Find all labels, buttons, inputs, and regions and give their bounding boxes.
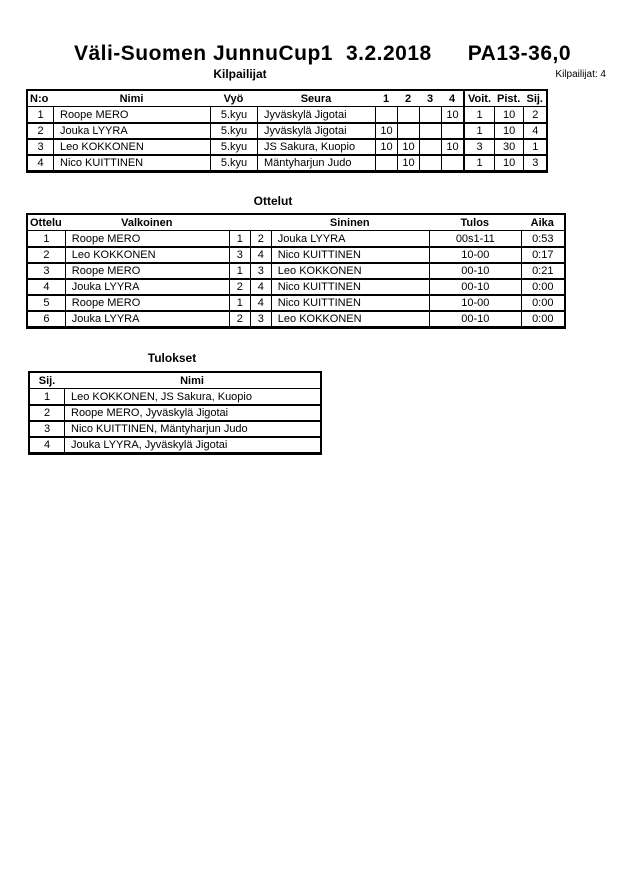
cell-tulos: 00-10	[429, 263, 521, 279]
col-header-sininen: Sininen	[271, 215, 429, 231]
match-row	[28, 231, 564, 247]
cell-blue-name: Leo KOKKONEN	[271, 311, 429, 327]
result-row	[30, 421, 320, 437]
col-header-no: N:o	[28, 91, 53, 107]
cell-result-1: 10	[375, 139, 397, 155]
cell-result-1	[375, 155, 397, 171]
cell-white-name: Jouka LYYRA	[65, 279, 229, 295]
competitors-count-label: Kilpailijat: 4	[555, 69, 606, 80]
cell-seura: Mäntyharjun Judo	[257, 155, 375, 171]
cell-white-no: 1	[229, 263, 250, 279]
cell-pist: 10	[494, 123, 523, 139]
cell-vyo: 5.kyu	[210, 139, 257, 155]
event-name: Väli-Suomen JunnuCup1	[73, 42, 333, 65]
cell-aika: 0:17	[521, 247, 564, 263]
cell-result-4: 10	[441, 139, 463, 155]
cell-no: 3	[28, 139, 53, 155]
cell-blue-no: 4	[250, 279, 271, 295]
cell-match-no: 4	[28, 279, 65, 295]
cell-sij: 2	[523, 107, 546, 123]
cell-match-no: 5	[28, 295, 65, 311]
cell-no: 2	[28, 123, 53, 139]
cell-white-name: Roope MERO	[65, 295, 229, 311]
cell-aika: 0:00	[521, 311, 564, 327]
cell-nimi: Leo KOKKONEN, JS Sakura, Kuopio	[64, 389, 320, 405]
cell-aika: 0:00	[521, 295, 564, 311]
cell-sij: 3	[30, 421, 64, 437]
cell-match-no: 1	[28, 231, 65, 247]
matches-section-title: Ottelut	[253, 194, 293, 208]
col-header-white-no	[229, 215, 250, 231]
cell-result-3	[419, 155, 441, 171]
cell-tulos: 00-10	[429, 279, 521, 295]
cell-no: 4	[28, 155, 53, 171]
cell-result-2	[397, 123, 419, 139]
col-header-3: 3	[419, 91, 441, 107]
match-row	[28, 279, 564, 295]
cell-result-4: 10	[441, 107, 463, 123]
cell-result-1: 10	[375, 123, 397, 139]
cell-blue-name: Nico KUITTINEN	[271, 247, 429, 263]
cell-vyo: 5.kyu	[210, 155, 257, 171]
cell-no: 1	[28, 107, 53, 123]
cell-white-no: 1	[229, 295, 250, 311]
cell-result-4	[441, 155, 463, 171]
cell-aika: 0:00	[521, 279, 564, 295]
col-header-nimi: Nimi	[64, 373, 320, 389]
cell-white-name: Roope MERO	[65, 263, 229, 279]
cell-white-name: Leo KOKKONEN	[65, 247, 229, 263]
cell-result-2	[397, 107, 419, 123]
cell-blue-no: 2	[250, 231, 271, 247]
cell-pist: 10	[494, 107, 523, 123]
cell-seura: Jyväskylä Jigotai	[257, 107, 375, 123]
matches-table	[26, 213, 566, 329]
event-date: 3.2.2018	[345, 42, 432, 65]
cell-pist: 10	[494, 155, 523, 171]
cell-vyo: 5.kyu	[210, 123, 257, 139]
competitor-row	[28, 107, 546, 123]
cell-nimi: Nico KUITTINEN, Mäntyharjun Judo	[64, 421, 320, 437]
cell-match-no: 6	[28, 311, 65, 327]
col-header-sij: Sij.	[523, 91, 546, 107]
cell-white-name: Roope MERO	[65, 231, 229, 247]
cell-result-3	[419, 139, 441, 155]
cell-tulos: 00s1-11	[429, 231, 521, 247]
cell-white-no: 3	[229, 247, 250, 263]
cell-result-2: 10	[397, 155, 419, 171]
col-header-blue-no	[250, 215, 271, 231]
col-header-4: 4	[441, 91, 463, 107]
cell-sij: 3	[523, 155, 546, 171]
cell-blue-name: Nico KUITTINEN	[271, 279, 429, 295]
cell-blue-no: 4	[250, 247, 271, 263]
cell-white-no: 1	[229, 231, 250, 247]
cell-sij: 4	[523, 123, 546, 139]
cell-result-3	[419, 107, 441, 123]
match-row	[28, 311, 564, 327]
cell-white-no: 2	[229, 311, 250, 327]
cell-blue-no: 4	[250, 295, 271, 311]
cell-result-4	[441, 123, 463, 139]
cell-sij: 1	[30, 389, 64, 405]
col-header-1: 1	[375, 91, 397, 107]
cell-match-no: 2	[28, 247, 65, 263]
col-header-tulos: Tulos	[429, 215, 521, 231]
cell-nimi: Jouka LYYRA	[53, 123, 210, 139]
cell-tulos: 00-10	[429, 311, 521, 327]
cell-pist: 30	[494, 139, 523, 155]
cell-tulos: 10-00	[429, 295, 521, 311]
result-row	[30, 437, 320, 453]
matches-header-row	[28, 215, 564, 231]
competitors-section-title: Kilpailijat	[213, 67, 267, 81]
results-section-title: Tulokset	[147, 351, 197, 365]
col-header-pist: Pist.	[494, 91, 523, 107]
cell-blue-name: Jouka LYYRA	[271, 231, 429, 247]
cell-result-3	[419, 123, 441, 139]
cell-nimi: Leo KOKKONEN	[53, 139, 210, 155]
competitor-row	[28, 155, 546, 171]
cell-voit: 1	[463, 123, 494, 139]
cell-result-1	[375, 107, 397, 123]
cell-voit: 1	[463, 155, 494, 171]
cell-seura: JS Sakura, Kuopio	[257, 139, 375, 155]
competitors-header-row	[28, 91, 546, 107]
competitor-row	[28, 139, 546, 155]
results-table	[28, 371, 322, 455]
cell-tulos: 10-00	[429, 247, 521, 263]
col-header-vyo: Vyö	[210, 91, 257, 107]
cell-nimi: Nico KUITTINEN	[53, 155, 210, 171]
cell-nimi: Roope MERO, Jyväskylä Jigotai	[64, 405, 320, 421]
cell-sij: 4	[30, 437, 64, 453]
match-row	[28, 247, 564, 263]
cell-blue-name: Leo KOKKONEN	[271, 263, 429, 279]
page-title	[15, 42, 630, 66]
col-header-sij: Sij.	[30, 373, 64, 389]
match-row	[28, 295, 564, 311]
col-header-voit: Voit.	[463, 91, 494, 107]
competitors-table	[26, 89, 548, 173]
cell-seura: Jyväskylä Jigotai	[257, 123, 375, 139]
weight-category: PA13-36,0	[467, 42, 572, 65]
cell-vyo: 5.kyu	[210, 107, 257, 123]
cell-nimi: Jouka LYYRA, Jyväskylä Jigotai	[64, 437, 320, 453]
cell-sij: 1	[523, 139, 546, 155]
cell-voit: 1	[463, 107, 494, 123]
competitor-row	[28, 123, 546, 139]
col-header-2: 2	[397, 91, 419, 107]
match-row	[28, 263, 564, 279]
cell-sij: 2	[30, 405, 64, 421]
cell-blue-no: 3	[250, 263, 271, 279]
result-row	[30, 389, 320, 405]
cell-match-no: 3	[28, 263, 65, 279]
cell-white-no: 2	[229, 279, 250, 295]
cell-blue-no: 3	[250, 311, 271, 327]
result-row	[30, 405, 320, 421]
cell-voit: 3	[463, 139, 494, 155]
cell-nimi: Roope MERO	[53, 107, 210, 123]
cell-white-name: Jouka LYYRA	[65, 311, 229, 327]
results-header-row	[30, 373, 320, 389]
col-header-seura: Seura	[257, 91, 375, 107]
cell-aika: 0:53	[521, 231, 564, 247]
col-header-aika: Aika	[521, 215, 564, 231]
cell-blue-name: Nico KUITTINEN	[271, 295, 429, 311]
col-header-nimi: Nimi	[53, 91, 210, 107]
col-header-valkoinen: Valkoinen	[65, 215, 229, 231]
cell-result-2: 10	[397, 139, 419, 155]
col-header-ottelu: Ottelu	[28, 215, 65, 231]
cell-aika: 0:21	[521, 263, 564, 279]
